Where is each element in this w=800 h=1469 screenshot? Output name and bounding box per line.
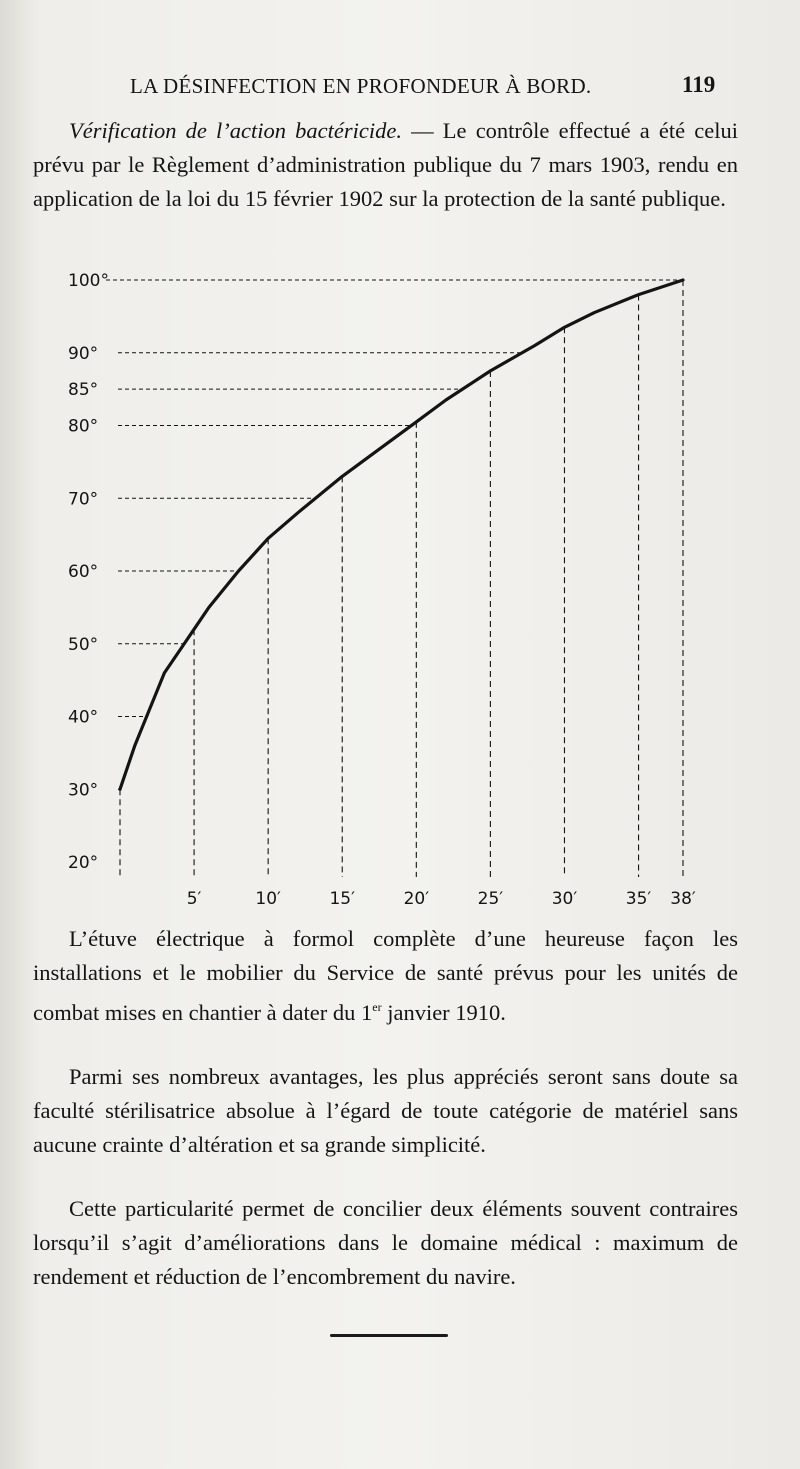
x-tick-label: 5′ [186,889,202,909]
y-tick-label: 50° [68,634,99,655]
y-tick-label: 90° [68,343,99,364]
y-tick-label: 30° [68,780,99,801]
x-tick-label: 35′ [625,889,652,909]
temperature-curve [120,280,683,789]
paragraph-avantages: Parmi ses nombreux avantages, les plus appréciés seront sans doute sa faculté stérilisatrice absolue à l’égard de toute catégorie de matériel sans aucune crainte d’altération et sa grande simplicité. [33,1064,738,1157]
x-tick-label: 25′ [477,889,504,909]
page-header [0,72,800,106]
y-tick-label: 70° [68,489,99,510]
y-tick-label: 85° [68,380,99,401]
paragraph-body-a: L’étuve électrique à formol complète d’une heureuse façon les installations et le mobilier du Service de santé prévus pour les unités de combat mises en chantier à dater du 1 [33,926,738,1025]
temperature-chart [0,250,800,920]
y-tick-label: 20° [68,853,99,873]
y-tick-label: 60° [68,562,99,582]
x-tick-label: 20′ [403,889,430,909]
x-tick-label: 15′ [329,889,355,909]
x-tick-label: 30′ [551,889,578,909]
superscript: er [372,1000,382,1014]
paragraph-etuve [33,922,738,1030]
paragraph-lead: Vérification de l’action bactéricide. [69,118,402,143]
x-tick-label: 38′ [670,889,696,909]
chart-svg [0,250,800,920]
closing-rule [330,1334,448,1337]
paragraph-body: — Le contrôle effectué a été celui prévu par le Règlement d’administration publique du 7 mars 1903, rendu en application de la loi du 15 février 1902 sur la protection de la santé publique. [33,118,738,211]
y-tick-label: 100° [68,271,109,291]
paragraph-particularite: Cette particularité permet de concilier deux éléments souvent contraires lorsqu’il s’agit d’améliorations dans le domaine médical : maximum de rendement et réduction de l’encombrement du navire. [33,1196,738,1289]
paragraph-body-b: janvier 1910. [381,1000,506,1025]
paragraph-verification [33,114,738,216]
y-tick-label: 40° [68,707,99,728]
y-tick-label: 80° [68,416,99,437]
page-number: 119 [682,72,716,97]
running-title: LA DÉSINFECTION EN PROFONDEUR À BORD. [130,74,592,98]
x-tick-label: 10′ [255,889,281,909]
